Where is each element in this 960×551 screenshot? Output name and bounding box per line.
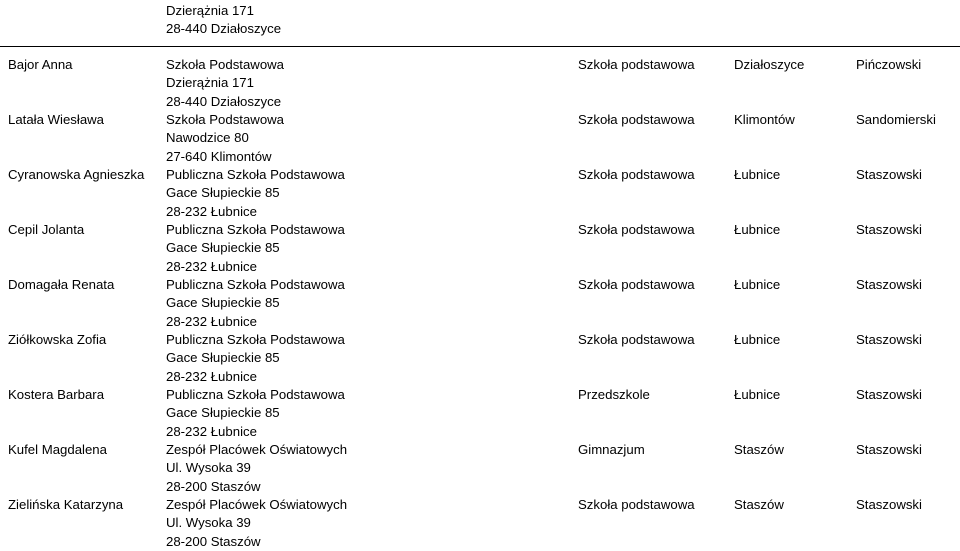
teacher-name: Kufel Magdalena [8, 442, 107, 457]
school-line: 28-200 Staszów [166, 478, 261, 494]
city: Łubnice [734, 222, 781, 237]
school-line: Zespół Placówek Oświatowych [166, 442, 348, 457]
school-line: Publiczna Szkoła Podstawowa [166, 222, 345, 237]
school-line: 28-232 Łubnice [166, 368, 257, 384]
school-address [166, 496, 347, 551]
school-line: Publiczna Szkoła Podstawowa [166, 167, 345, 182]
teacher-name: Kostera Barbara [8, 387, 105, 402]
table-top-divider [0, 46, 960, 47]
city: Działoszyce [734, 57, 805, 72]
school-line: Gace Słupieckie 85 [166, 405, 280, 421]
school-line: Zespół Placówek Oświatowych [166, 497, 348, 512]
school-line: 28-232 Łubnice [166, 203, 257, 219]
county: Staszowski [856, 167, 922, 182]
school-line: 28-232 Łubnice [166, 313, 257, 329]
teacher-name: Cepil Jolanta [8, 222, 85, 237]
city: Staszów [734, 497, 784, 512]
school-type: Szkoła podstawowa [578, 222, 695, 237]
school-address [166, 111, 284, 166]
city: Staszów [734, 442, 784, 457]
school-line: 28-440 Działoszyce [166, 93, 282, 109]
school-line: Publiczna Szkoła Podstawowa [166, 277, 345, 292]
city: Klimontów [734, 112, 795, 127]
school-line: 28-200 Staszów [166, 533, 261, 549]
school-line: Gace Słupieckie 85 [166, 185, 280, 201]
school-line: 27-640 Klimontów [166, 148, 272, 164]
teacher-name: Latała Wiesława [8, 112, 105, 127]
city: Łubnice [734, 167, 781, 182]
school-address [166, 166, 345, 221]
school-line: Ul. Wysoka 39 [166, 460, 251, 476]
school-line: Publiczna Szkoła Podstawowa [166, 387, 345, 402]
school-line: Publiczna Szkoła Podstawowa [166, 332, 345, 347]
city: Łubnice [734, 387, 781, 402]
county: Staszowski [856, 497, 922, 512]
school-line: Gace Słupieckie 85 [166, 295, 280, 311]
school-line: Szkoła Podstawowa [166, 57, 285, 72]
city: Łubnice [734, 277, 781, 292]
county: Staszowski [856, 222, 922, 237]
school-type: Szkoła podstawowa [578, 277, 695, 292]
school-line: Dzierążnia 171 [166, 75, 254, 91]
school-address [166, 386, 345, 441]
school-line: Gace Słupieckie 85 [166, 350, 280, 366]
county: Staszowski [856, 332, 922, 347]
school-type: Gimnazjum [578, 442, 645, 457]
school-address [166, 221, 345, 276]
teacher-name: Zielińska Katarzyna [8, 497, 124, 512]
address-line: Dzierążnia 171 [166, 3, 254, 18]
continued-address [166, 2, 281, 39]
school-line: Gace Słupieckie 85 [166, 240, 280, 256]
county: Staszowski [856, 442, 922, 457]
school-type: Szkoła podstawowa [578, 497, 695, 512]
school-address [166, 331, 345, 386]
county: Pińczowski [856, 57, 922, 72]
school-line: Ul. Wysoka 39 [166, 515, 251, 531]
school-type: Szkoła podstawowa [578, 57, 695, 72]
county: Staszowski [856, 387, 922, 402]
school-address [166, 441, 347, 496]
teacher-name: Cyranowska Agnieszka [8, 167, 145, 182]
school-type: Szkoła podstawowa [578, 112, 695, 127]
teacher-name: Bajor Anna [8, 57, 73, 72]
teacher-name: Domagała Renata [8, 277, 115, 292]
city: Łubnice [734, 332, 781, 347]
address-line: 28-440 Działoszyce [166, 21, 282, 37]
county: Staszowski [856, 277, 922, 292]
school-line: Nawodzice 80 [166, 130, 249, 146]
school-type: Szkoła podstawowa [578, 167, 695, 182]
school-line: 28-232 Łubnice [166, 423, 257, 439]
teacher-name: Ziółkowska Zofia [8, 332, 107, 347]
school-line: 28-232 Łubnice [166, 258, 257, 274]
school-type: Szkoła podstawowa [578, 332, 695, 347]
school-address [166, 56, 284, 111]
school-type: Przedszkole [578, 387, 650, 402]
school-line: Szkoła Podstawowa [166, 112, 285, 127]
school-address [166, 276, 345, 331]
county: Sandomierski [856, 112, 936, 127]
